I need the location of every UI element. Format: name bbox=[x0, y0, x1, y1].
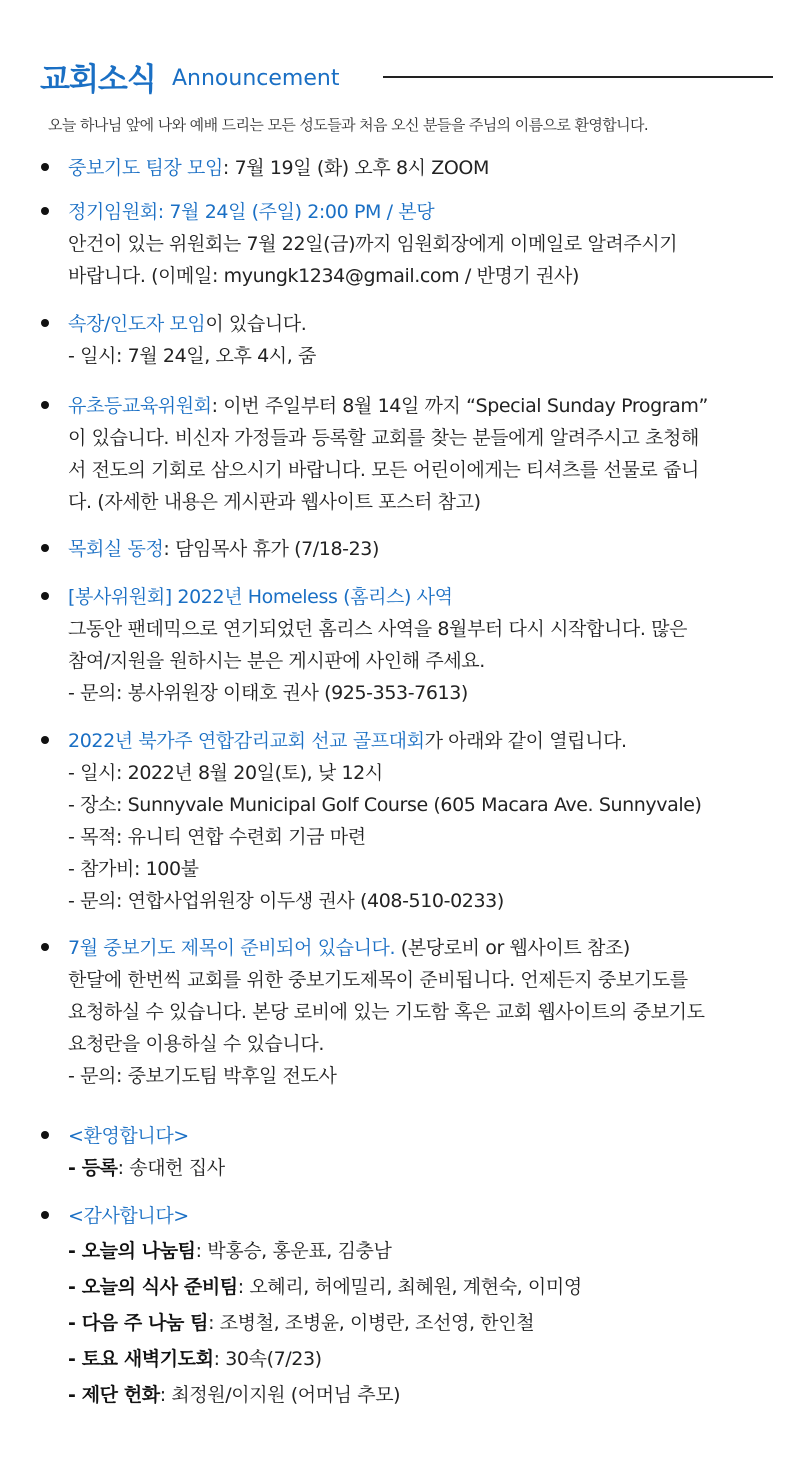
item-line: - 문의: 중보기도팀 박후일 전도사 bbox=[68, 1065, 337, 1087]
item-heading-rest: : 이번 주일부터 8월 14일 까지 “Special Sunday Program” bbox=[211, 395, 708, 417]
item-heading: <감사합니다> bbox=[68, 1205, 189, 1227]
item-text: : 최정원/이지원 (어머님 추모) bbox=[159, 1384, 401, 1406]
bullet-icon bbox=[41, 544, 49, 552]
item-text: : 오혜리, 허에밀리, 최혜원, 계현숙, 이미영 bbox=[237, 1276, 582, 1298]
item-heading-line bbox=[68, 725, 627, 757]
item-heading-rest: : 담임목사 휴가 (7/18-23) bbox=[163, 538, 379, 560]
bullet-icon bbox=[41, 207, 49, 215]
item-line: 그동안 팬데믹으로 연기되었던 홈리스 사역을 8월부터 다시 시작합니다. 많은 bbox=[68, 618, 688, 640]
item-heading-rest: : 7월 19일 (화) 오후 8시 ZOOM bbox=[222, 157, 489, 179]
item-heading-line bbox=[68, 1120, 189, 1152]
item-label: - 등록 bbox=[68, 1157, 118, 1179]
item-label: - 제단 헌화 bbox=[68, 1384, 160, 1406]
item-line: 바랍니다. (이메일: myungk1234@gmail.com / 반명기 권사) bbox=[68, 265, 579, 287]
bullet-icon bbox=[41, 1131, 49, 1139]
item-line: - 문의: 봉사위원장 이태호 권사 (925-353-7613) bbox=[68, 682, 468, 704]
item-heading-line bbox=[68, 390, 708, 422]
item-heading-line bbox=[68, 581, 453, 613]
item-heading: 정기임원회: 7월 24일 (주일) 2:00 PM / 본당 bbox=[68, 201, 435, 223]
item-line bbox=[68, 1235, 391, 1267]
bullet-icon bbox=[41, 592, 49, 600]
item-heading-rest: 가 아래와 같이 열립니다. bbox=[424, 730, 627, 752]
item-line bbox=[68, 1343, 322, 1375]
item-line: 안건이 있는 위원회는 7월 22일(금)까지 임원회장에게 이메일로 알려주시기 bbox=[68, 233, 678, 255]
item-heading-line bbox=[68, 152, 489, 184]
item-line: 한달에 한번씩 교회를 위한 중보기도제목이 준비됩니다. 언제든지 중보기도를 bbox=[68, 969, 688, 991]
welcome-intro: 오늘 하나님 앞에 나와 예배 드리는 모든 성도들과 처음 오신 분들을 주님의 이름으로 환영합니다. bbox=[48, 116, 649, 134]
item-heading-rest: 이 있습니다. bbox=[205, 313, 307, 335]
item-heading-line bbox=[68, 932, 630, 964]
bullet-icon bbox=[41, 319, 49, 327]
item-text: : 송대헌 집사 bbox=[117, 1157, 225, 1179]
item-text: : 조병철, 조병윤, 이병란, 조선영, 한인철 bbox=[208, 1312, 535, 1334]
bullet-icon bbox=[41, 1211, 49, 1219]
item-line: 참여/지원을 원하시는 분은 게시판에 사인해 주세요. bbox=[68, 650, 485, 672]
page-title: 교회소식 bbox=[40, 62, 156, 98]
bullet-icon bbox=[41, 943, 49, 951]
item-line: - 일시: 2022년 8월 20일(토), 낮 12시 bbox=[68, 762, 383, 784]
item-line: 다. (자세한 내용은 게시판과 웹사이트 포스터 참고) bbox=[68, 491, 481, 513]
item-heading: 목회실 동정 bbox=[68, 538, 164, 560]
item-line bbox=[68, 1271, 582, 1303]
item-line bbox=[68, 1379, 400, 1411]
item-line: 서 전도의 기회로 삼으시기 바랍니다. 모든 어린이에게는 티셔츠를 선물로 줍니 bbox=[68, 459, 699, 481]
bullet-icon bbox=[41, 736, 49, 744]
item-heading: 속장/인도자 모임 bbox=[68, 313, 206, 335]
item-heading-line bbox=[68, 308, 306, 340]
item-heading: 유초등교육위원회 bbox=[68, 395, 212, 417]
item-heading-rest: (본당로비 or 웹사이트 참조) bbox=[395, 937, 630, 959]
item-text: : 30속(7/23) bbox=[213, 1348, 322, 1370]
item-line: - 일시: 7월 24일, 오후 4시, 줌 bbox=[68, 345, 316, 367]
item-heading: 7월 중보기도 제목이 준비되어 있습니다. bbox=[68, 937, 396, 959]
item-heading-line bbox=[68, 1200, 189, 1232]
header bbox=[40, 50, 780, 100]
item-line: - 목적: 유니티 연합 수련회 기금 마련 bbox=[68, 826, 366, 848]
item-line: - 장소: Sunnyvale Municipal Golf Course (605 Macara Ave. Sunnyvale) bbox=[68, 794, 702, 816]
item-label: - 토요 새벽기도회 bbox=[68, 1348, 214, 1370]
bullet-icon bbox=[41, 401, 49, 409]
item-line bbox=[68, 1307, 534, 1339]
item-heading: 2022년 북가주 연합감리교회 선교 골프대회 bbox=[68, 730, 425, 752]
item-heading-line bbox=[68, 533, 379, 565]
item-heading: <환영합니다> bbox=[68, 1125, 189, 1147]
item-label: - 오늘의 나눔팀 bbox=[68, 1240, 196, 1262]
item-heading: [봉사위원회] 2022년 Homeless (홈리스) 사역 bbox=[68, 586, 453, 608]
item-line: - 참가비: 100불 bbox=[68, 858, 199, 880]
item-label: - 다음 주 나눔 팀 bbox=[68, 1312, 209, 1334]
item-heading-line bbox=[68, 196, 434, 228]
header-divider bbox=[383, 76, 773, 78]
item-line: 요청하실 수 있습니다. 본당 로비에 있는 기도함 혹은 교회 웹사이트의 중보기도 bbox=[68, 1001, 705, 1023]
item-text: : 박홍승, 홍운표, 김충남 bbox=[195, 1240, 392, 1262]
item-line bbox=[68, 1152, 225, 1184]
item-label: - 오늘의 식사 준비팀 bbox=[68, 1276, 238, 1298]
bullet-icon bbox=[41, 163, 49, 171]
item-line: 요청란을 이용하실 수 있습니다. bbox=[68, 1033, 324, 1055]
item-heading: 중보기도 팀장 모임 bbox=[68, 157, 223, 179]
item-line: - 문의: 연합사업위원장 이두생 권사 (408-510-0233) bbox=[68, 890, 504, 912]
page-subtitle: Announcement bbox=[172, 66, 340, 91]
item-line: 이 있습니다. 비신자 가정들과 등록할 교회를 찾는 분들에게 알려주시고 초청해 bbox=[68, 427, 699, 449]
